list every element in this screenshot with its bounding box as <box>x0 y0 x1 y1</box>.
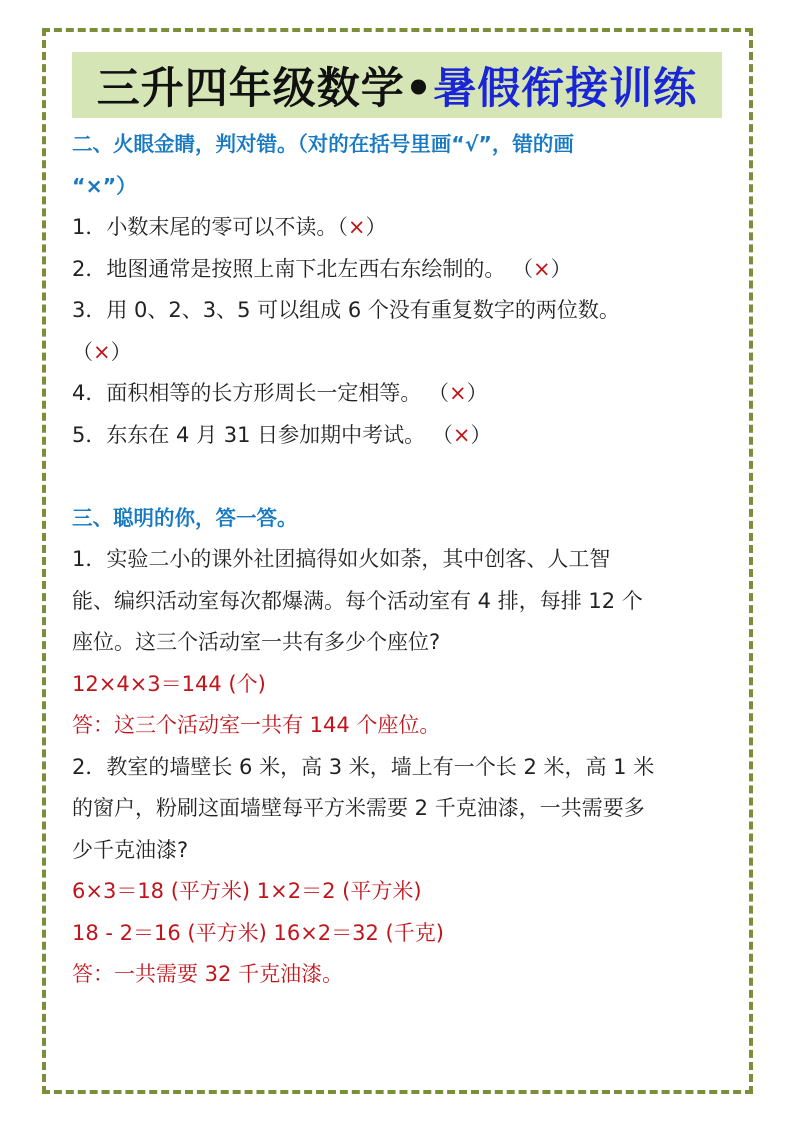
cross-mark: × <box>347 215 366 239</box>
judge-item-text: 2．地图通常是按照上南下北左西右东绘制的。 （ <box>72 256 534 281</box>
judge-item-close: ） <box>110 339 132 364</box>
question-1-answer: 答：这三个活动室一共有 144 个座位。 <box>72 713 441 737</box>
judge-item-3-answer <box>72 332 724 374</box>
judge-item-close: ） <box>466 381 488 405</box>
cross-mark: × <box>449 381 467 405</box>
question-2-line: 2．教室的墙壁长 6 米，高 3 米，墙上有一个长 2 米，高 1 米 <box>72 754 655 779</box>
judge-item-text: 4．面积相等的长方形周长一定相等。 （ <box>72 381 450 405</box>
section2-heading-continued: “×”） <box>72 173 137 198</box>
cross-mark: × <box>452 422 471 447</box>
judge-item-5 <box>72 415 724 457</box>
section3-heading: 三、聪明的你，答一答。 <box>72 505 298 530</box>
judge-item-close: ） <box>550 256 572 281</box>
cross-mark: × <box>533 256 551 281</box>
page-title <box>72 52 722 118</box>
question-1-line: 1．实验二小的课外社团搞得如火如荼，其中创客、人工智 <box>72 547 611 571</box>
question-2-equation: 6×3＝18 (平方米) 1×2＝2 (平方米) <box>72 879 422 903</box>
judge-item-close: ） <box>470 422 492 447</box>
question-1-line: 座位。这三个活动室一共有多少个座位? <box>72 630 441 654</box>
judge-item-close: ） <box>365 215 387 239</box>
judge-item-2 <box>72 249 724 291</box>
question-2-answer: 答：一共需要 32 千克油漆。 <box>72 962 344 986</box>
judge-item-text: 1．小数末尾的零可以不读。（ <box>72 215 348 239</box>
judge-item-3: 3．用 0、2、3、5 可以组成 6 个没有重复数字的两位数。 <box>72 298 620 322</box>
question-2-line: 的窗户，粉刷这面墙壁每平方米需要 2 千克油漆，一共需要多 <box>72 796 645 820</box>
judge-item-text: （ <box>72 339 93 364</box>
spacer <box>72 456 724 498</box>
title-training-text: 暑假衔接训练 <box>433 63 698 114</box>
question-1-line: 能、编织活动室每次都爆满。每个活动室有 4 排，每排 12 个 <box>72 588 643 613</box>
cross-mark: × <box>93 339 111 364</box>
question-2-equation: 18 - 2＝16 (平方米) 16×2＝32 (千克) <box>72 920 444 945</box>
judge-item-4 <box>72 373 724 415</box>
question-2-line: 少千克油漆? <box>72 837 189 862</box>
section2-heading: 二、火眼金睛，判对错。（对的在括号里画“√”，错的画 <box>72 132 574 156</box>
judge-item-text: 5．东东在 4 月 31 日参加期中考试。 （ <box>72 422 453 447</box>
title-grade-text: 三升四年级数学• <box>96 63 434 114</box>
worksheet-content <box>72 124 724 996</box>
question-1-equation: 12×4×3＝144 (个) <box>72 671 266 696</box>
judge-item-1 <box>72 207 724 249</box>
